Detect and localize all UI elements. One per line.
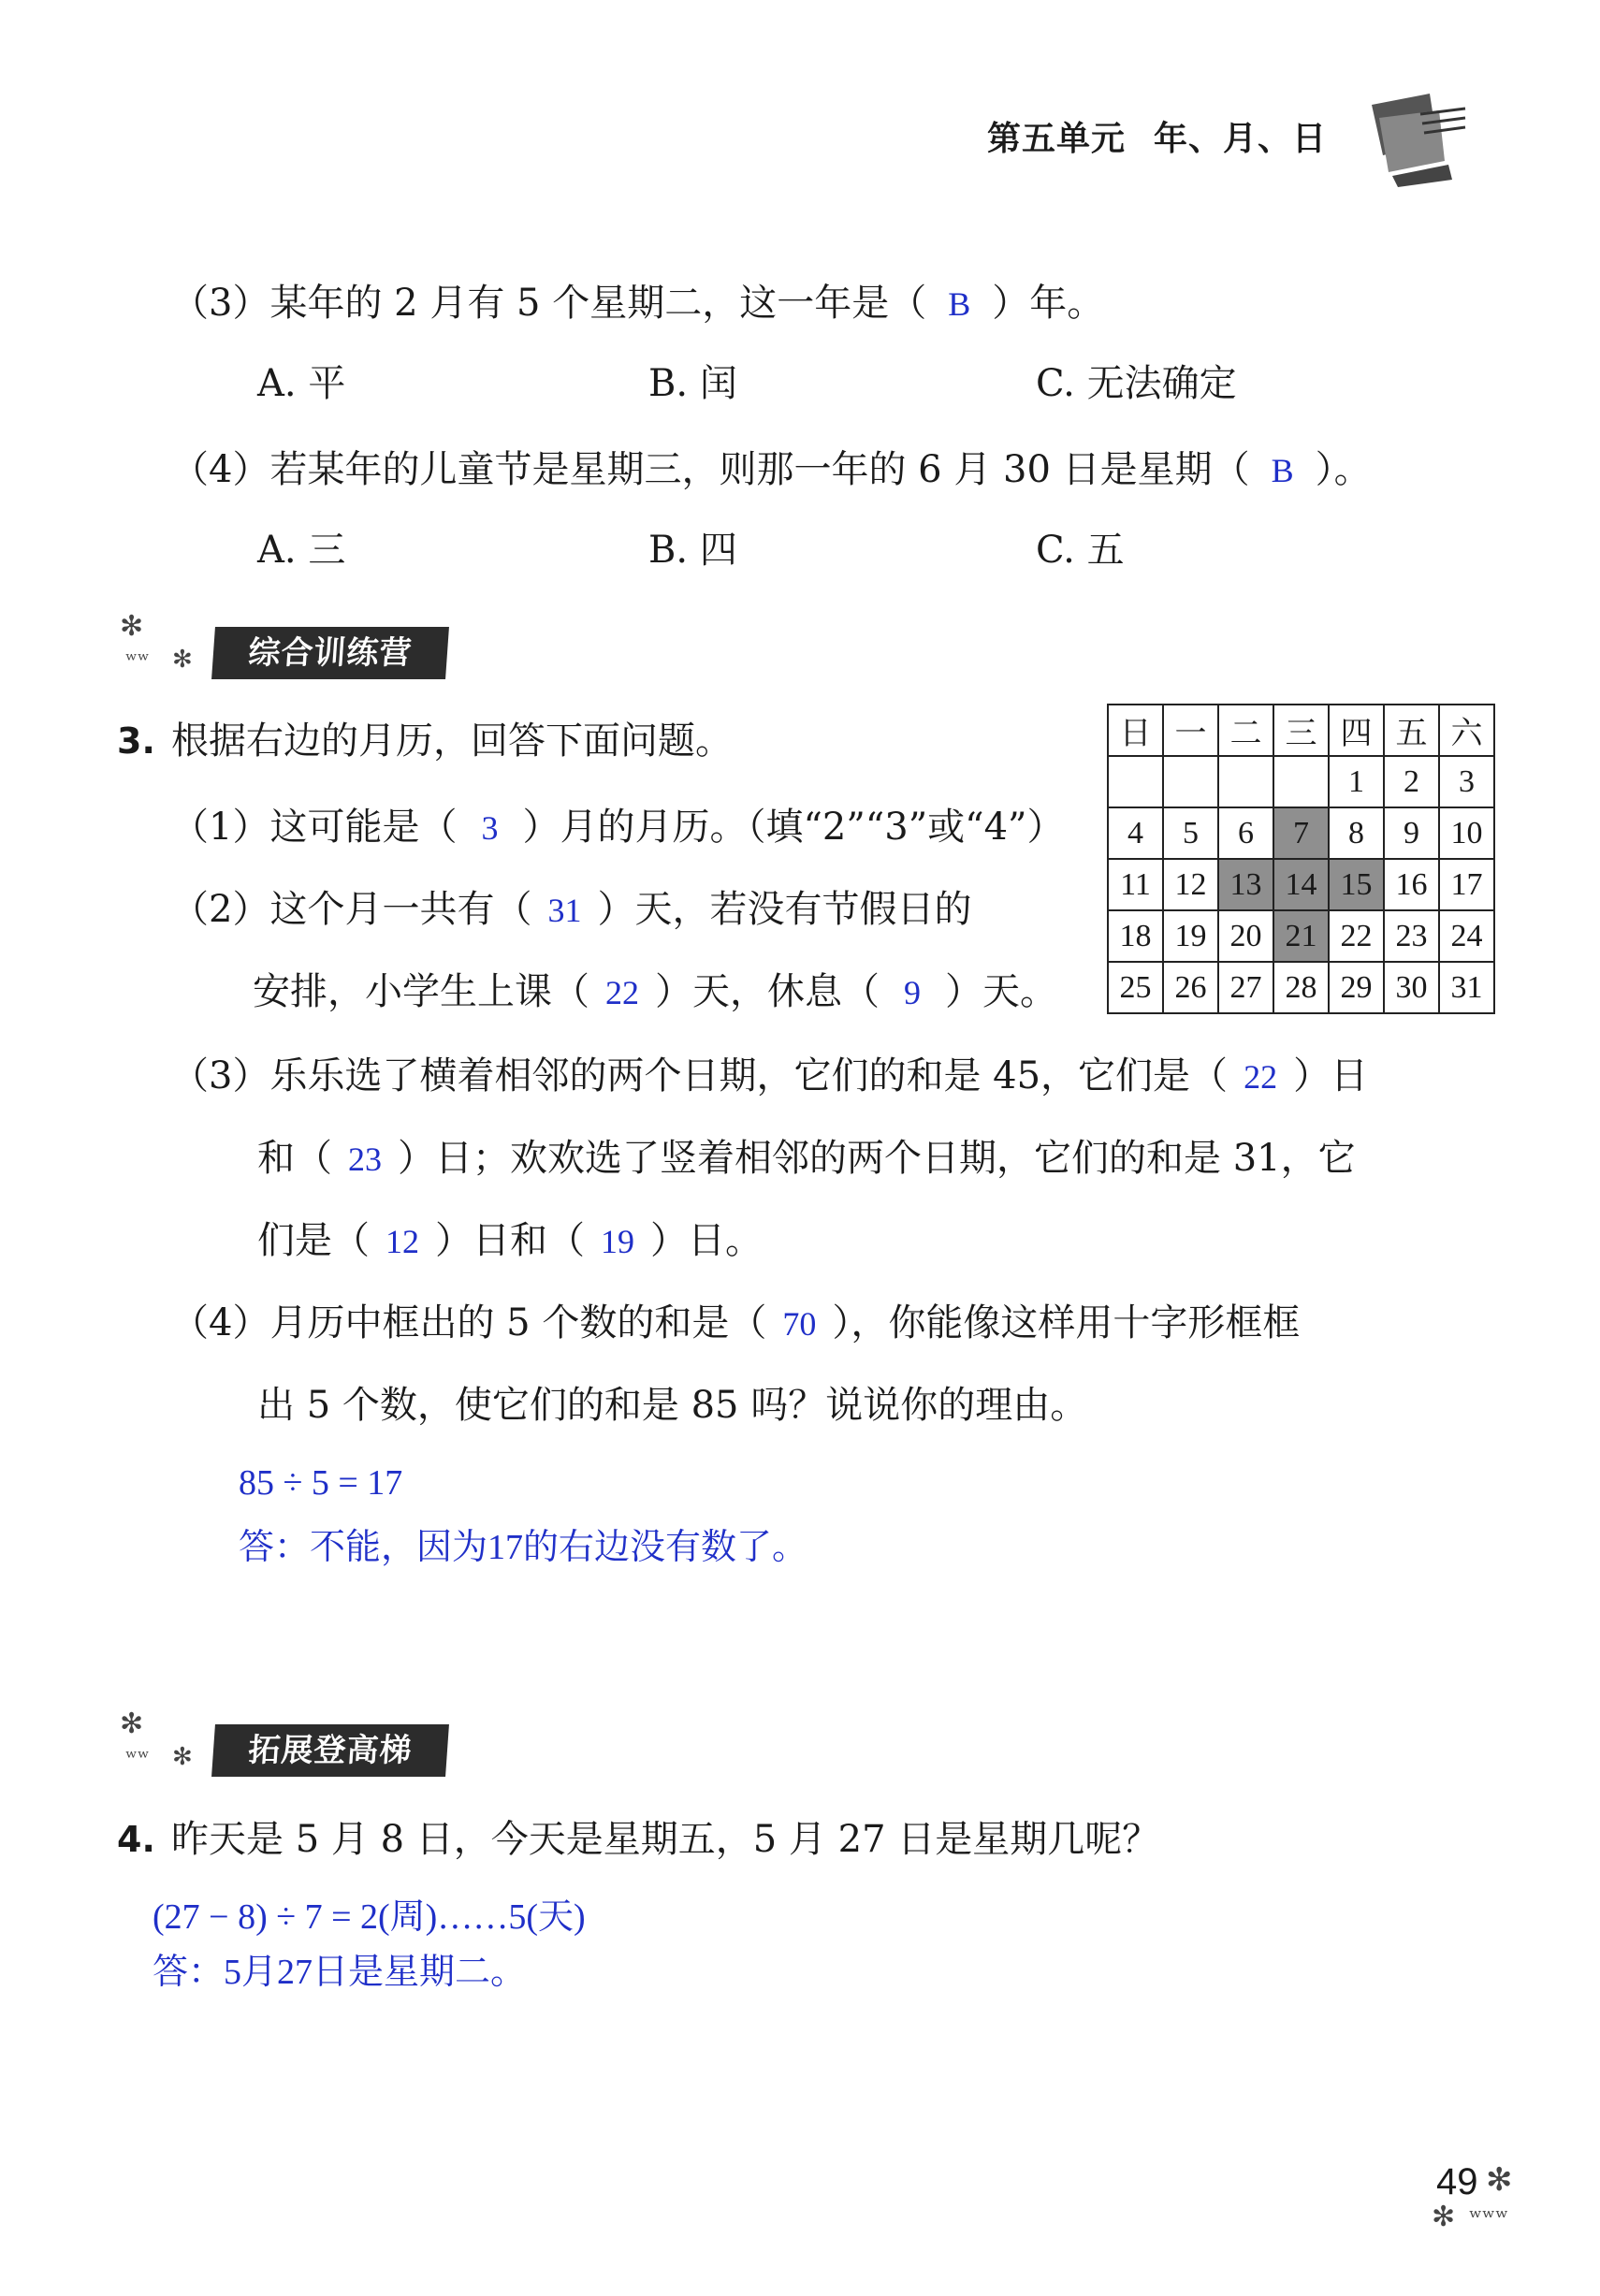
q3-sub3-text-b: ）日 [1293, 1054, 1369, 1097]
q4-work-answer: 答：5月27日是星期二。 [153, 1953, 527, 1992]
calendar-day-cell: 24 [1439, 910, 1494, 962]
calendar-day-cell: 22 [1329, 910, 1384, 962]
unit-topic: 年、月、日 [1154, 120, 1328, 158]
q3-sub1-text-end: ）月的月历。（填“2”“3”或“4”） [522, 806, 1065, 849]
section-banner-extension [120, 1707, 475, 1777]
calendar-day-cell: 31 [1439, 962, 1494, 1013]
calendar-day-cell: 11 [1108, 859, 1163, 910]
calendar-empty-cell [1218, 756, 1273, 807]
q4-stem-line [117, 1809, 1159, 1863]
q2-sub4-option-a: A. 三 [257, 529, 346, 572]
q3-sub3-text-g: ）日。 [650, 1219, 763, 1262]
calendar-day-cell: 17 [1439, 859, 1494, 910]
calendar-day-cell: 26 [1163, 962, 1218, 1013]
calendar-day-cell: 28 [1273, 962, 1329, 1013]
calendar-day-cell: 25 [1108, 962, 1163, 1013]
q3-sub4-answer: 70 [782, 1305, 817, 1343]
q3-sub2-text-b: ）天，若没有节假日的 [597, 888, 972, 931]
calendar-day-cell: 16 [1384, 859, 1439, 910]
calendar-weekday-header: 四 [1329, 705, 1384, 756]
calendar-week-row [1108, 962, 1494, 1013]
q3-sub1-answer: 3 [481, 809, 499, 847]
q3-work-calculation: 85 ÷ 5 = 17 [239, 1463, 403, 1503]
q3-sub3-text-f: ）日和（ [435, 1219, 585, 1262]
unit-number: 第五单元 [987, 120, 1127, 158]
calendar-weekday-header: 三 [1273, 705, 1329, 756]
q3-sub3-answer3: 12 [385, 1223, 419, 1260]
grass-icon: ʷʷʷ [1469, 2204, 1509, 2231]
calendar-day-cell: 3 [1439, 756, 1494, 807]
grass-icon: ʷʷ [125, 1747, 150, 1770]
flower-icon: ✻ [172, 1743, 193, 1771]
calendar-day-cell: 30 [1384, 962, 1439, 1013]
q3-sub1-text: （1）这可能是（ [171, 806, 458, 849]
q3-sub1-line [171, 797, 1065, 850]
section-banner-comprehensive [120, 610, 475, 679]
q3-sub2-text-c: 安排，小学生上课（ [253, 970, 589, 1013]
q2-sub3-line [171, 273, 1104, 327]
calendar-day-cell: 19 [1163, 910, 1218, 962]
calendar-day-cell: 2 [1384, 756, 1439, 807]
calendar-week-row [1108, 807, 1494, 859]
page-number: 49 [1436, 2161, 1478, 2202]
q3-stem-line [117, 711, 733, 764]
grass-icon: ʷʷ [125, 649, 150, 673]
q2-sub3-text-end: ）年。 [992, 282, 1105, 325]
q2-sub4-option-b: B. 四 [648, 529, 737, 572]
calendar-day-cell: 29 [1329, 962, 1384, 1013]
calendar-day-cell: 12 [1163, 859, 1218, 910]
q4-number: 4. [117, 1819, 155, 1860]
calendar-week-row [1108, 910, 1494, 962]
q3-sub3-answer1: 22 [1244, 1058, 1278, 1096]
calendar-weekday-header: 日 [1108, 705, 1163, 756]
calendar-empty-cell [1108, 756, 1163, 807]
q3-sub2-answer-rest: 9 [904, 974, 921, 1011]
month-calendar [1107, 704, 1495, 1014]
q3-sub3-text-c: 和（ [257, 1137, 332, 1180]
calendar-header-row [1108, 705, 1494, 756]
calendar-day-cell: 27 [1218, 962, 1273, 1013]
q3-sub2-answer-days: 31 [547, 892, 582, 929]
q3-sub2-answer-school: 22 [605, 974, 639, 1011]
calendar-day-cell: 5 [1163, 807, 1218, 859]
q2-sub4-option-c: C. 五 [1036, 529, 1125, 572]
calendar-day-cell: 21 [1273, 910, 1329, 962]
calendar-week-row [1108, 859, 1494, 910]
q3-sub3-line3 [257, 1211, 763, 1264]
q4-work-calculation: (27 − 8) ÷ 7 = 2(周)……5(天) [153, 1897, 586, 1937]
unit-header [987, 112, 1327, 160]
q2-sub3-option-b: B. 闰 [648, 362, 737, 405]
q2-sub4-line [171, 440, 1372, 493]
calendar-empty-cell [1163, 756, 1218, 807]
q4-stem: 昨天是 5 月 8 日，今天是星期五，5 月 27 日是星期几呢？ [170, 1818, 1160, 1861]
calendar-day-cell: 7 [1273, 807, 1329, 859]
q3-sub3-line2 [257, 1128, 1356, 1182]
flower-icon: ✻ [1432, 2201, 1456, 2233]
flower-icon: ✻ [1486, 2161, 1513, 2199]
calendar-day-cell: 23 [1384, 910, 1439, 962]
calendar-day-cell: 18 [1108, 910, 1163, 962]
q3-sub3-text-e: 们是（ [257, 1219, 370, 1262]
calendar-day-cell: 1 [1329, 756, 1384, 807]
q2-sub3-text: （3）某年的 2 月有 5 个星期二，这一年是（ [171, 282, 927, 325]
q3-sub4-text-b: ），你能像这样用十字形框框 [832, 1301, 1301, 1344]
calendar-day-cell: 10 [1439, 807, 1494, 859]
q3-sub2-line2 [253, 962, 1057, 1015]
calendar-day-cell: 4 [1108, 807, 1163, 859]
calendar-day-cell: 6 [1218, 807, 1273, 859]
q3-sub3-answer2: 23 [348, 1141, 382, 1178]
q3-stem: 根据右边的月历，回答下面问题。 [170, 719, 733, 763]
q3-sub4-text: （4）月历中框出的 5 个数的和是（ [171, 1301, 767, 1344]
q3-work-answer: 答：不能，因为17的右边没有数了。 [239, 1528, 808, 1567]
header-pages-icon [1364, 86, 1469, 189]
q3-sub3-text-d: ）日；欢欢选了竖着相邻的两个日期，它们的和是 31，它 [398, 1137, 1356, 1180]
q3-sub2-text-d: ）天，休息（ [655, 970, 880, 1013]
calendar-day-cell: 20 [1218, 910, 1273, 962]
calendar-day-cell: 15 [1329, 859, 1384, 910]
q3-sub3-answer4: 19 [601, 1223, 634, 1260]
q3-sub3-text: （3）乐乐选了横着相邻的两个日期，它们的和是 45，它们是（ [171, 1054, 1229, 1097]
calendar-week-row [1108, 756, 1494, 807]
calendar-weekday-header: 六 [1439, 705, 1494, 756]
q2-sub3-answer: B [948, 285, 971, 323]
q2-sub3-option-a: A. 平 [257, 362, 346, 405]
q2-sub4-text-end: ）。 [1315, 448, 1372, 491]
calendar-day-cell: 14 [1273, 859, 1329, 910]
section-title: 拓展登高梯 [211, 1724, 449, 1777]
flower-icon: ✻ [120, 610, 144, 643]
calendar-day-cell: 8 [1329, 807, 1384, 859]
q3-sub3-line1 [171, 1046, 1368, 1099]
calendar-weekday-header: 五 [1384, 705, 1439, 756]
q2-sub3-option-c: C. 无法确定 [1036, 362, 1237, 405]
flower-icon: ✻ [120, 1707, 144, 1740]
q3-sub4-line2: 出 5 个数，使它们的和是 85 吗？说说你的理由。 [257, 1384, 1088, 1427]
q2-sub4-answer: B [1271, 452, 1294, 489]
calendar-day-cell: 13 [1218, 859, 1273, 910]
calendar-weekday-header: 一 [1163, 705, 1218, 756]
calendar-weekday-header: 二 [1218, 705, 1273, 756]
q3-number: 3. [117, 720, 155, 762]
calendar-day-cell: 9 [1384, 807, 1439, 859]
q2-sub4-text: （4）若某年的儿童节是星期三，则那一年的 6 月 30 日是星期（ [171, 448, 1250, 491]
section-title: 综合训练营 [211, 627, 449, 679]
q3-sub2-text-e: ）天。 [945, 970, 1057, 1013]
calendar-empty-cell [1273, 756, 1329, 807]
q3-sub2-line1 [171, 879, 971, 933]
q3-sub4-line1 [171, 1293, 1300, 1346]
flower-icon: ✻ [172, 646, 193, 674]
q3-sub2-text: （2）这个月一共有（ [171, 888, 532, 931]
